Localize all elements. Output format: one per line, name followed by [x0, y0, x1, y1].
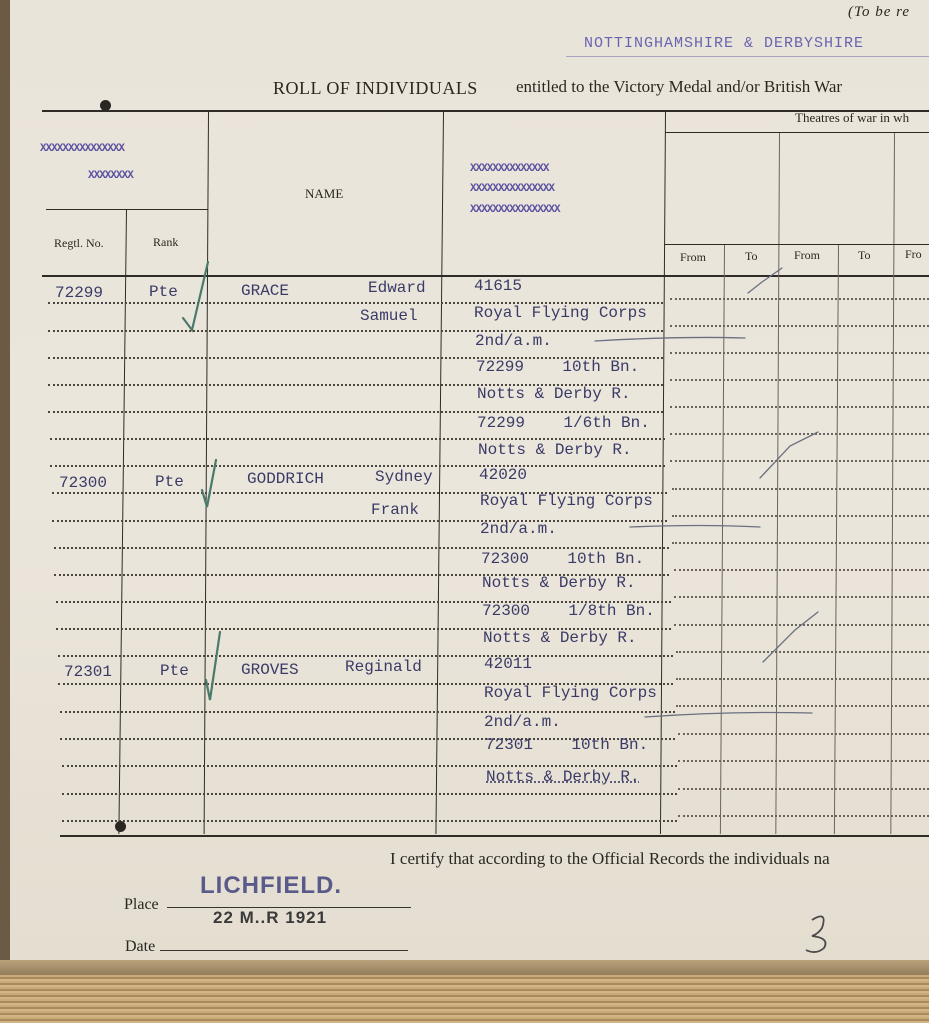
entry-1-forename-1: Edward [368, 279, 426, 297]
entry-2-unit-line-5: Notts & Derby R. [482, 574, 636, 592]
crossed-out-unit-heading-1: XXXXXXXXXXXXXX [470, 163, 549, 175]
entry-2-unit-line-6: 72300 1/8th Bn. [482, 602, 655, 620]
entry-3-rank: Pte [160, 662, 189, 680]
entry-3-unit-line-5: Notts & Derby R. [486, 768, 640, 786]
date-line [160, 950, 408, 951]
crossed-out-unit-heading-2: XXXXXXXXXXXXXXX [470, 183, 555, 195]
entry-1-regtl-no: 72299 [55, 284, 104, 302]
from-header-1: From [680, 250, 707, 264]
to-header-1: To [745, 249, 758, 263]
binding-hole-bottom [115, 821, 126, 832]
entry-1-rank: Pte [149, 283, 178, 301]
entry-1-unit-line-2: Royal Flying Corps [474, 304, 647, 322]
entry-2-rank: Pte [155, 473, 184, 491]
roll-title-right: entitled to the Victory Medal and/or British War [516, 77, 843, 96]
entry-2-unit-line-4: 72300 10th Bn. [481, 550, 645, 568]
entry-2-regtl-no: 72300 [59, 474, 108, 492]
pencil-strokes [595, 268, 818, 717]
certify-text: I certify that according to the Official Records the individuals na [390, 849, 830, 868]
theatres-header: Theatres of war in wh [795, 110, 910, 125]
top-right-note: (To be re [848, 4, 911, 20]
entry-2-forename-2: Frank [371, 501, 420, 519]
crossed-out-heading-2: XXXXXXXX [88, 170, 133, 182]
regtl-no-header: Regtl. No. [54, 236, 104, 250]
entry-2-unit-line-7: Notts & Derby R. [483, 629, 637, 647]
entry-3-unit-line-3: 2nd/a.m. [484, 713, 561, 731]
rank-header: Rank [153, 235, 179, 249]
entry-1-surname: GRACE [241, 282, 290, 300]
entry-3-surname: GROVES [241, 661, 299, 679]
crossed-out-heading-1: XXXXXXXXXXXXXXX [40, 143, 125, 155]
name-header: NAME [305, 186, 344, 201]
entry-2-forename-1: Sydney [375, 468, 433, 486]
to-header-2: To [858, 248, 871, 262]
entry-2-unit-line-3: 2nd/a.m. [480, 520, 557, 538]
entry-2-unit-line-2: Royal Flying Corps [480, 492, 653, 510]
entry-1-unit-line-6: 72299 1/6th Bn. [477, 414, 650, 432]
entry-3-forename-1: Reginald [345, 658, 422, 676]
roll-title-left: ROLL OF INDIVIDUALS [273, 78, 478, 98]
entry-3-unit-line-4: 72301 10th Bn. [485, 736, 649, 754]
place-stamp: LICHFIELD. [200, 872, 342, 899]
entry-1-unit-line-7: Notts & Derby R. [478, 441, 632, 459]
place-label: Place [124, 896, 159, 913]
entry-1-forename-2: Samuel [360, 307, 418, 325]
binding-hole-top [100, 100, 111, 111]
crossed-out-unit-heading-3: XXXXXXXXXXXXXXXX [470, 204, 560, 216]
date-label: Date [125, 938, 156, 955]
from-header-2: From [794, 248, 821, 262]
green-tick-marks [183, 262, 220, 700]
entry-1-unit-line-3: 2nd/a.m. [475, 332, 552, 350]
county-stamp: NOTTINGHAMSHIRE & DERBYSHIRE [584, 35, 865, 52]
entry-1-unit-line-4: 72299 10th Bn. [476, 358, 640, 376]
entry-2-unit-line-1: 42020 [479, 466, 528, 484]
entry-3-regtl-no: 72301 [64, 663, 113, 681]
entry-1-unit-line-5: Notts & Derby R. [477, 385, 631, 403]
entry-3-unit-line-1: 42011 [484, 655, 533, 673]
entry-3-unit-line-2: Royal Flying Corps [484, 684, 657, 702]
from-header-3: Fro [905, 247, 922, 261]
entry-1-unit-line-1: 41615 [474, 277, 523, 295]
date-stamp: 22 M..R 1921 [213, 908, 328, 927]
entry-2-surname: GODDRICH [247, 470, 324, 488]
